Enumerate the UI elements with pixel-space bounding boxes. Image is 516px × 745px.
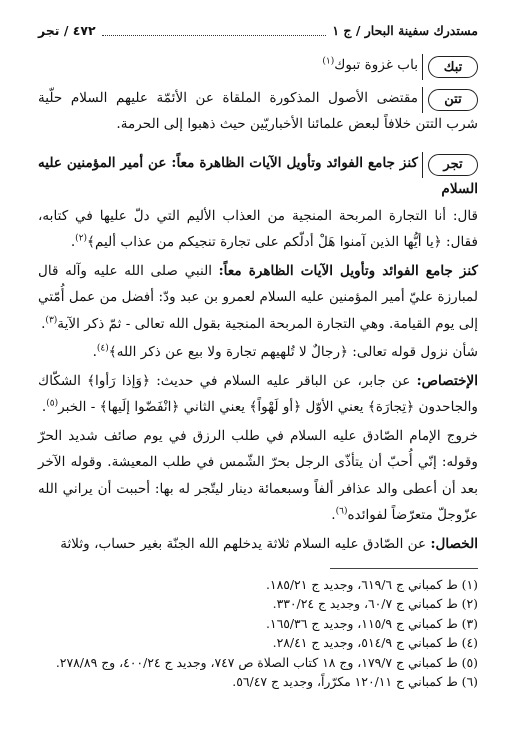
page-number: ٤٧٢ / تجر (38, 22, 96, 38)
footnote-separator (330, 568, 478, 569)
source-lead: الإختصاص: (416, 372, 478, 389)
footnote: (٢) ط كمباني ج ٦٠/٧، وجديد ج ٣٣٠/٢٤. (272, 596, 478, 612)
footnote-ref: (٤) (96, 343, 109, 354)
source-lead: الخصال: (430, 535, 478, 552)
header-dot-leader (102, 25, 327, 36)
paragraph: كنز جامع الفوائد وتأويل الآيات الظاهرة معاً: النبي صلى الله عليه وآله قال لمبارزة عليّ أمير المؤمنين عليه السلام لعمرو بن عبد ودّ: أفضل من عمل أُمّتي إلى يوم القيامة. وهي التجارة المربحة المنجية بقول الله تعالى - ثمّ ذكر الآية$^{(٣)}$. (38, 262, 478, 332)
entry-tajar (38, 150, 478, 558)
footnote: (١) ط كمباني ج ٦١٩/٦، وجديد ج ١٨٥/٢١. (265, 577, 478, 592)
keyword-box: تجر (428, 154, 478, 176)
paragraph: خروج الإمام الصّادق عليه السلام في طلب الرزق في يوم صائف شديد الحرّ وقوله: إنّي أُحبّ أن يتأذّى الرجل بحرّ الشّمس في طلب المعيشة. وقوله الآخر بعد أن أعطى والد عذافر ألفاً وسبعمائة دينار ليتّجر له بها: أحببت أن يراني الله عزّوجلّ متعرّضاً لفوائده$^{(٦)}$. (38, 427, 478, 523)
source-lead: كنز جامع الفوائد وتأويل الآيات الظاهرة معاً: (218, 262, 478, 279)
keyword-box: تتن (428, 89, 478, 111)
footnote: (٥) ط كمباني ج ١٧٩/٧، وج ١٨ كتاب الصلاة ص ٧٤٧، وجديد ج ٤٠٠/٢٤، وج ٢٧٨/٨٩. (55, 654, 478, 670)
footnote-ref: (٦) (335, 506, 348, 517)
footnote: (٣) ط كمباني ج ١١٥/٩، وجديد ج ١٦٥/٣٦. (265, 615, 478, 631)
footnote-ref: (٥) (46, 398, 59, 409)
footnote-ref: (٢) (75, 233, 88, 244)
book-title: مستدرك سفينة البحار / ج ١ (332, 22, 478, 38)
entry-tatan (38, 85, 478, 138)
entry-tabk (38, 52, 478, 79)
entry-text: مقتضى الأصول المذكورة الملقاة عن الأئمّة عليهم السلام حلّية شرب التتن خلافاً لبعض علمائنا الأخباريّين حيث ذهبوا إلى الحرمة. (38, 89, 478, 132)
paragraph: الخصال: عن الصّادق عليه السلام ثلاثة يدخلهم الله الجنّة بغير حساب، وثلاثة (60, 535, 478, 552)
page-body (38, 52, 478, 691)
paragraph: قال: أنا التجارة المربحة المنجية من العذاب الأليم التي دلّ عليها في كتابه، فقال: ﴿يا أيُّها الذين آمنوا هَلْ أدلّكم على تجارة تنجيكم من عذاب أليم﴾$^{(٢)}$. (38, 207, 478, 250)
paragraph: الإختصاص: عن جابر، عن الباقر عليه السلام في حديث: ﴿وَإذا رَأوا﴾ الشكّاك والجاحدون ﴿تِجارَة﴾ يعني الأوّل ﴿أو لَهْواً﴾ يعني الثاني ﴿انْفَضّوا إلَيها﴾ - الخبر$^{(٥)}$. (38, 372, 478, 415)
keyword-box: تبك (428, 56, 478, 78)
footnotes (38, 575, 478, 691)
footnote-ref: (٣) (45, 314, 58, 325)
running-header (38, 20, 478, 40)
paragraph: شأن نزول قوله تعالى: ﴿رجالٌ لا تُلهيهم تجارة ولا بيع عن ذكر الله﴾$^{(٤)}$. (92, 343, 478, 360)
source-lead: كنز جامع الفوائد وتأويل الآيات الظاهرة معاً: عن أمير المؤمنين عليه السلام (38, 154, 478, 197)
footnote: (٤) ط كمباني ج ٥١٤/٩، وجديد ج ٢٨/٤١. (272, 635, 478, 651)
footnote-ref: (١) (322, 56, 335, 67)
entry-text: باب غزوة تبوك (334, 57, 418, 73)
footnote: (٦) ط كمباني ج ١٢٠/١١ مكرّراً، وجديد ج ٥٦/٤٧. (232, 674, 478, 690)
